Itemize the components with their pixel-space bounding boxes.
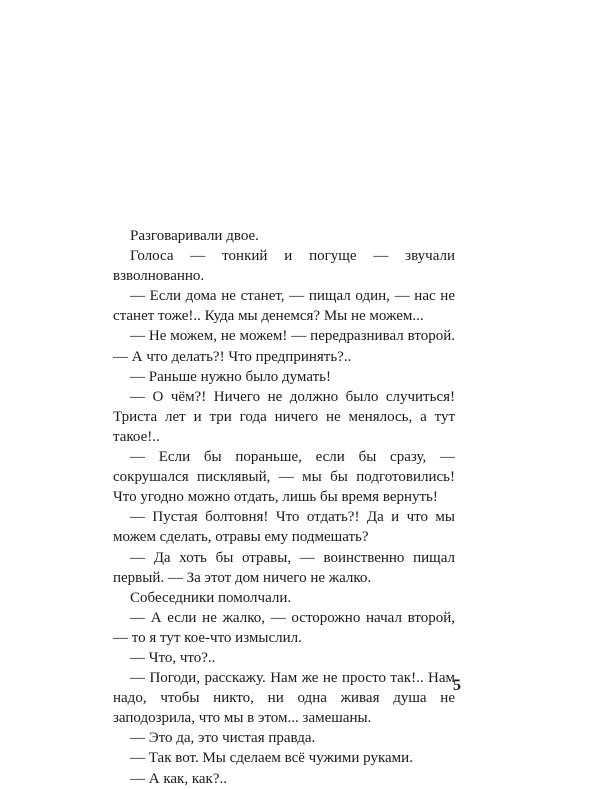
paragraph: — Не можем, не можем! — передразнивал второй. — А что делать?! Что предпринять?..: [113, 328, 455, 365]
paragraph: — Что, что?..: [130, 649, 216, 666]
paragraph: — Так вот. Мы сделаем всё чужими руками.: [130, 750, 413, 767]
paragraph: Разговаривали двое.: [130, 228, 259, 244]
paragraph: Голоса — тонкий и погуще — звучали взволнованно.: [113, 248, 455, 285]
paragraph: Собеседники помолчали.: [130, 589, 292, 606]
paragraph: — Пустая болтовня! Что отдать?! Да и что мы можем сделать, отравы ему подмешать?: [113, 509, 455, 546]
paragraph: — Раньше нужно было думать!: [130, 368, 331, 385]
paragraph: — Если бы пораньше, если бы сразу, — сокрушался писклявый, — мы бы подготовились! Что угодно можно отдать, лишь бы время вернуть!: [113, 449, 455, 506]
body-text: [113, 226, 455, 789]
paragraph: — Это да, это чистая правда.: [130, 730, 316, 747]
paragraph: — А как, как?..: [130, 770, 228, 787]
paragraph: — А если не жалко, — осторожно начал второй, — то я тут кое-что измыслил.: [113, 609, 455, 646]
paragraph: — Если дома не станет, — пищал один, — нас не станет тоже!.. Куда мы денемся? Мы не можем...: [113, 288, 455, 325]
paragraph: — Да хоть бы отравы, — воинственно пищал первый. — За этот дом ничего не жалко.: [113, 549, 455, 586]
paragraph: — О чём?! Ничего не должно было случиться! Триста лет и три года ничего не менялось, а тут такое!..: [113, 388, 455, 445]
paragraph: — Погоди, расскажу. Нам же не просто так!.. Нам надо, чтобы никто, ни одна живая душа не заподозрила, что мы в этом... замешаны.: [113, 670, 455, 727]
page-number: 5: [453, 677, 461, 694]
